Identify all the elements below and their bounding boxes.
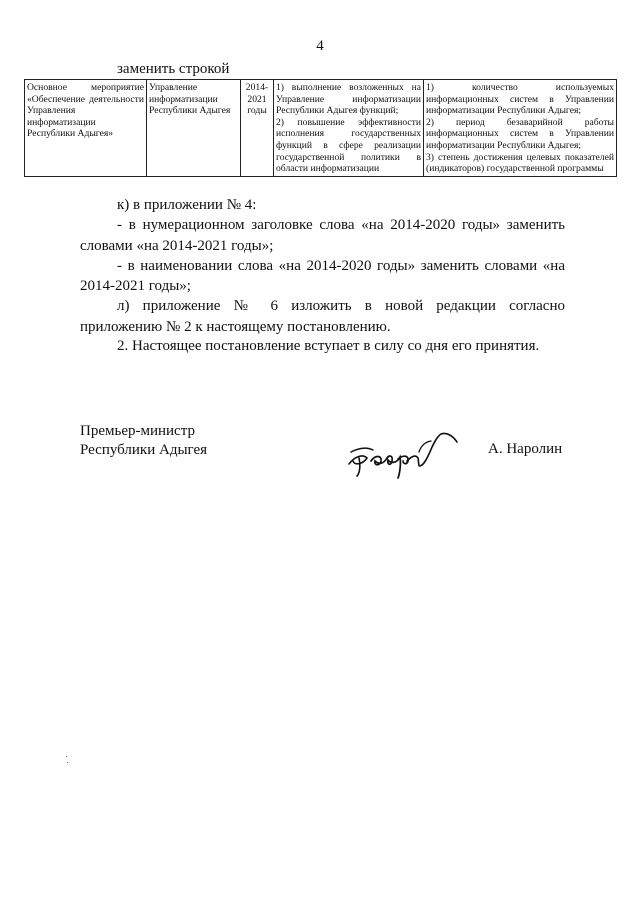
scan-speck: [66, 756, 67, 757]
signatory-region: Республики Адыгея: [80, 442, 208, 458]
indicator-item: 1) количество используемых информационных систем в Управлении информатизации Республики Адыгея;: [426, 82, 614, 117]
table-cell-activity: Основное мероприятие «Обеспечение деятельности Управления информатизации Республики Адыгея»: [25, 80, 147, 177]
period-line: годы: [247, 105, 267, 117]
paragraph: - в нумерационном заголовке слова «на 2014-2020 годы» заменить словами «на 2014-2021 годы»;: [80, 217, 565, 254]
paragraph: к) в приложении № 4:: [117, 197, 257, 213]
period-line: 2014-: [245, 82, 269, 93]
paragraph: л) приложение № 6 изложить в новой редакции согласно приложению № 2 к настоящему постановлению.: [80, 298, 565, 335]
table-row: [25, 80, 617, 177]
table-cell-executor: Управление информатизации Республики Адыгея: [147, 80, 241, 177]
task-item: 2) повышение эффективности исполнения государственных функций в сфере реализации государственной политики в области информатизации: [276, 116, 421, 175]
period-line: 2021: [247, 93, 267, 105]
indicator-item: 3) степень достижения целевых показателей (индикаторов) государственной программы: [426, 151, 614, 175]
amendment-paragraphs: [80, 195, 565, 337]
program-table: [24, 79, 617, 177]
signatory-title: Премьер-министр: [80, 423, 195, 439]
signatory-name: А. Наролин: [488, 441, 563, 457]
table-cell-period: [241, 80, 274, 177]
table-cell-tasks: [274, 80, 424, 177]
replace-intro: заменить строкой: [117, 61, 230, 77]
paragraph: - в наименовании слова «на 2014-2020 годы» заменить словами «на 2014-2021 годы»;: [80, 257, 565, 295]
table-cell-indicators: [424, 80, 617, 177]
enactment-clause: 2. Настоящее постановление вступает в силу со дня его принятия.: [117, 338, 540, 354]
page-number: 4: [316, 38, 324, 54]
task-item: 1) выполнение возложенных на Управление информатизации Республики Адыгея функций;: [276, 82, 421, 117]
indicator-item: 2) период безаварийной работы информационных систем в Управлении информатизации Республики Адыгея;: [426, 116, 614, 151]
scan-speck: [67, 762, 68, 763]
handwritten-signature: [345, 428, 470, 483]
